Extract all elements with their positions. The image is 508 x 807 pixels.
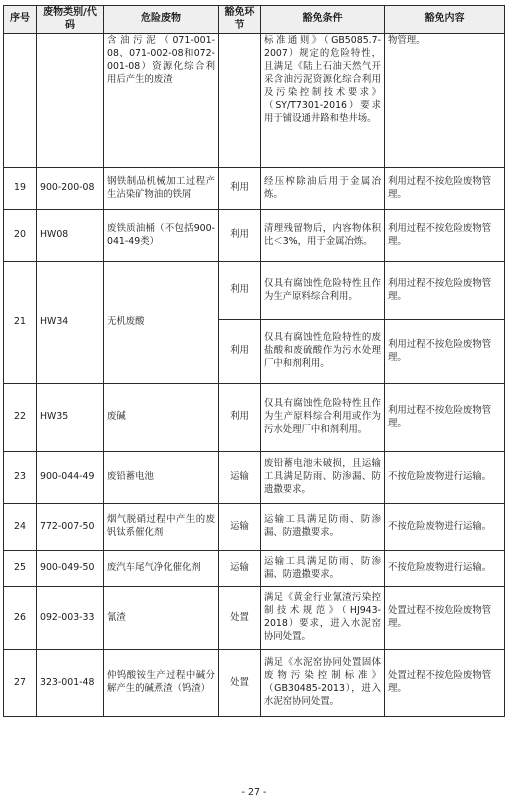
row-no-cell: 22 (4, 384, 37, 452)
row-link-cell: 利用 (219, 210, 261, 262)
row-cond-cell: 清理残留物后，内容物体积比＜3%，用于金属冶炼。 (261, 210, 385, 262)
table-row (4, 587, 505, 650)
table-row (4, 504, 505, 551)
row-cond-cell: 满足《水泥窑协同处置固体废物污染控制标准》（GB30485-2013），进入水泥窑协同处置。 (261, 650, 385, 717)
row-no-cell: 19 (4, 168, 37, 210)
row-cond-cell: 仅具有腐蚀性危险特性且作为生产原料综合利用。 (261, 262, 385, 320)
header-no: 序号 (4, 6, 37, 34)
row-cond-cell: 标准通则》（GB5085.7-2007）规定的危险特性，且满足《陆上石油天然气开采含油污泥资源化综合利用及污染控制技术要求》（SY/T7301-2016）要求用于铺设通井路和垫井场。 (261, 34, 385, 168)
row-cond-cell: 运输工具满足防雨、防渗漏、防遗撒要求。 (261, 551, 385, 587)
row-no-cell: 23 (4, 452, 37, 504)
header-code: 废物类别/代码 (37, 6, 104, 34)
row-name-cell: 钢铁制品机械加工过程产生沾染矿物油的铁屑 (104, 168, 219, 210)
row-no-cell: 20 (4, 210, 37, 262)
row-code-cell: 323-001-48 (37, 650, 104, 717)
row-name-cell: 废铁质油桶（不包括900-041-49类） (104, 210, 219, 262)
row-cond-cell: 仅具有腐蚀性危险特性的废盐酸和废硫酸作为污水处理厂中和剂利用。 (261, 320, 385, 384)
table-row (4, 650, 505, 717)
row-content-cell: 不按危险废物进行运输。 (385, 452, 505, 504)
table-row (4, 210, 505, 262)
row-code-cell: HW08 (37, 210, 104, 262)
row-name-cell: 无机废酸 (104, 262, 219, 384)
row-link-cell: 运输 (219, 551, 261, 587)
row-no-cell (4, 34, 37, 168)
row-content-cell: 利用过程不按危险废物管理。 (385, 210, 505, 262)
row-name-cell: 仲钨酸铵生产过程中碱分解产生的碱煮渣（钨渣） (104, 650, 219, 717)
row-code-cell: 900-044-49 (37, 452, 104, 504)
row-content-cell: 利用过程不按危险废物管理。 (385, 168, 505, 210)
table-row (4, 34, 505, 168)
row-link-cell: 利用 (219, 320, 261, 384)
row-no-cell: 25 (4, 551, 37, 587)
row-code-cell: 900-049-50 (37, 551, 104, 587)
row-cond-cell: 仅具有腐蚀性危险特性且作为生产原料综合利用或作为污水处理厂中和剂利用。 (261, 384, 385, 452)
row-content-cell: 处置过程不按危险废物管理。 (385, 587, 505, 650)
row-code-cell: 092-003-33 (37, 587, 104, 650)
row-cond-cell: 废铅蓄电池未破损，且运输工具满足防雨、防渗漏、防遗撒要求。 (261, 452, 385, 504)
row-code-cell: HW34 (37, 262, 104, 384)
row-content-cell: 利用过程不按危险废物管理。 (385, 320, 505, 384)
row-content-cell: 物管理。 (385, 34, 505, 168)
row-link-cell: 运输 (219, 504, 261, 551)
row-no-cell: 27 (4, 650, 37, 717)
row-content-cell: 不按危险废物进行运输。 (385, 504, 505, 551)
table-header (4, 6, 505, 34)
table-row (4, 452, 505, 504)
row-link-cell: 运输 (219, 452, 261, 504)
header-link: 豁免环节 (219, 6, 261, 34)
row-link-cell: 利用 (219, 384, 261, 452)
row-name-cell: 废铅蓄电池 (104, 452, 219, 504)
row-name-cell: 废碱 (104, 384, 219, 452)
row-no-cell: 26 (4, 587, 37, 650)
page-number: - 27 - (241, 787, 267, 798)
header-cond: 豁免条件 (261, 6, 385, 34)
row-name-cell: 含油污泥（071-001-08、071-002-08和072-001-08）资源化综合利用后产生的废渣 (104, 34, 219, 168)
row-content-cell: 利用过程不按危险废物管理。 (385, 384, 505, 452)
row-link-cell: 利用 (219, 262, 261, 320)
row-cond-cell: 经压榨除油后用于金属冶炼。 (261, 168, 385, 210)
header-name: 危险废物 (104, 6, 219, 34)
row-code-cell: HW35 (37, 384, 104, 452)
row-no-cell: 24 (4, 504, 37, 551)
row-link-cell: 处置 (219, 650, 261, 717)
row-name-cell: 废汽车尾气净化催化剂 (104, 551, 219, 587)
header-content: 豁免内容 (385, 6, 505, 34)
row-link-cell: 利用 (219, 168, 261, 210)
table-row (4, 384, 505, 452)
exemption-table (3, 5, 505, 717)
row-content-cell: 利用过程不按危险废物管理。 (385, 262, 505, 320)
row-name-cell: 烟气脱硝过程中产生的废钒钛系催化剂 (104, 504, 219, 551)
row-link-cell: 处置 (219, 587, 261, 650)
row-no-cell: 21 (4, 262, 37, 384)
table-row (4, 551, 505, 587)
row-content-cell: 不按危险废物进行运输。 (385, 551, 505, 587)
row-code-cell (37, 34, 104, 168)
row-link-cell (219, 34, 261, 168)
row-name-cell: 氰渣 (104, 587, 219, 650)
row-content-cell: 处置过程不按危险废物管理。 (385, 650, 505, 717)
table-row (4, 168, 505, 210)
row-cond-cell: 满足《黄金行业氰渣污染控制技术规范》（HJ943-2018）要求，进入水泥窑协同处置。 (261, 587, 385, 650)
table-row (4, 262, 505, 320)
row-cond-cell: 运输工具满足防雨、防渗漏、防遗撒要求。 (261, 504, 385, 551)
row-code-cell: 772-007-50 (37, 504, 104, 551)
row-code-cell: 900-200-08 (37, 168, 104, 210)
